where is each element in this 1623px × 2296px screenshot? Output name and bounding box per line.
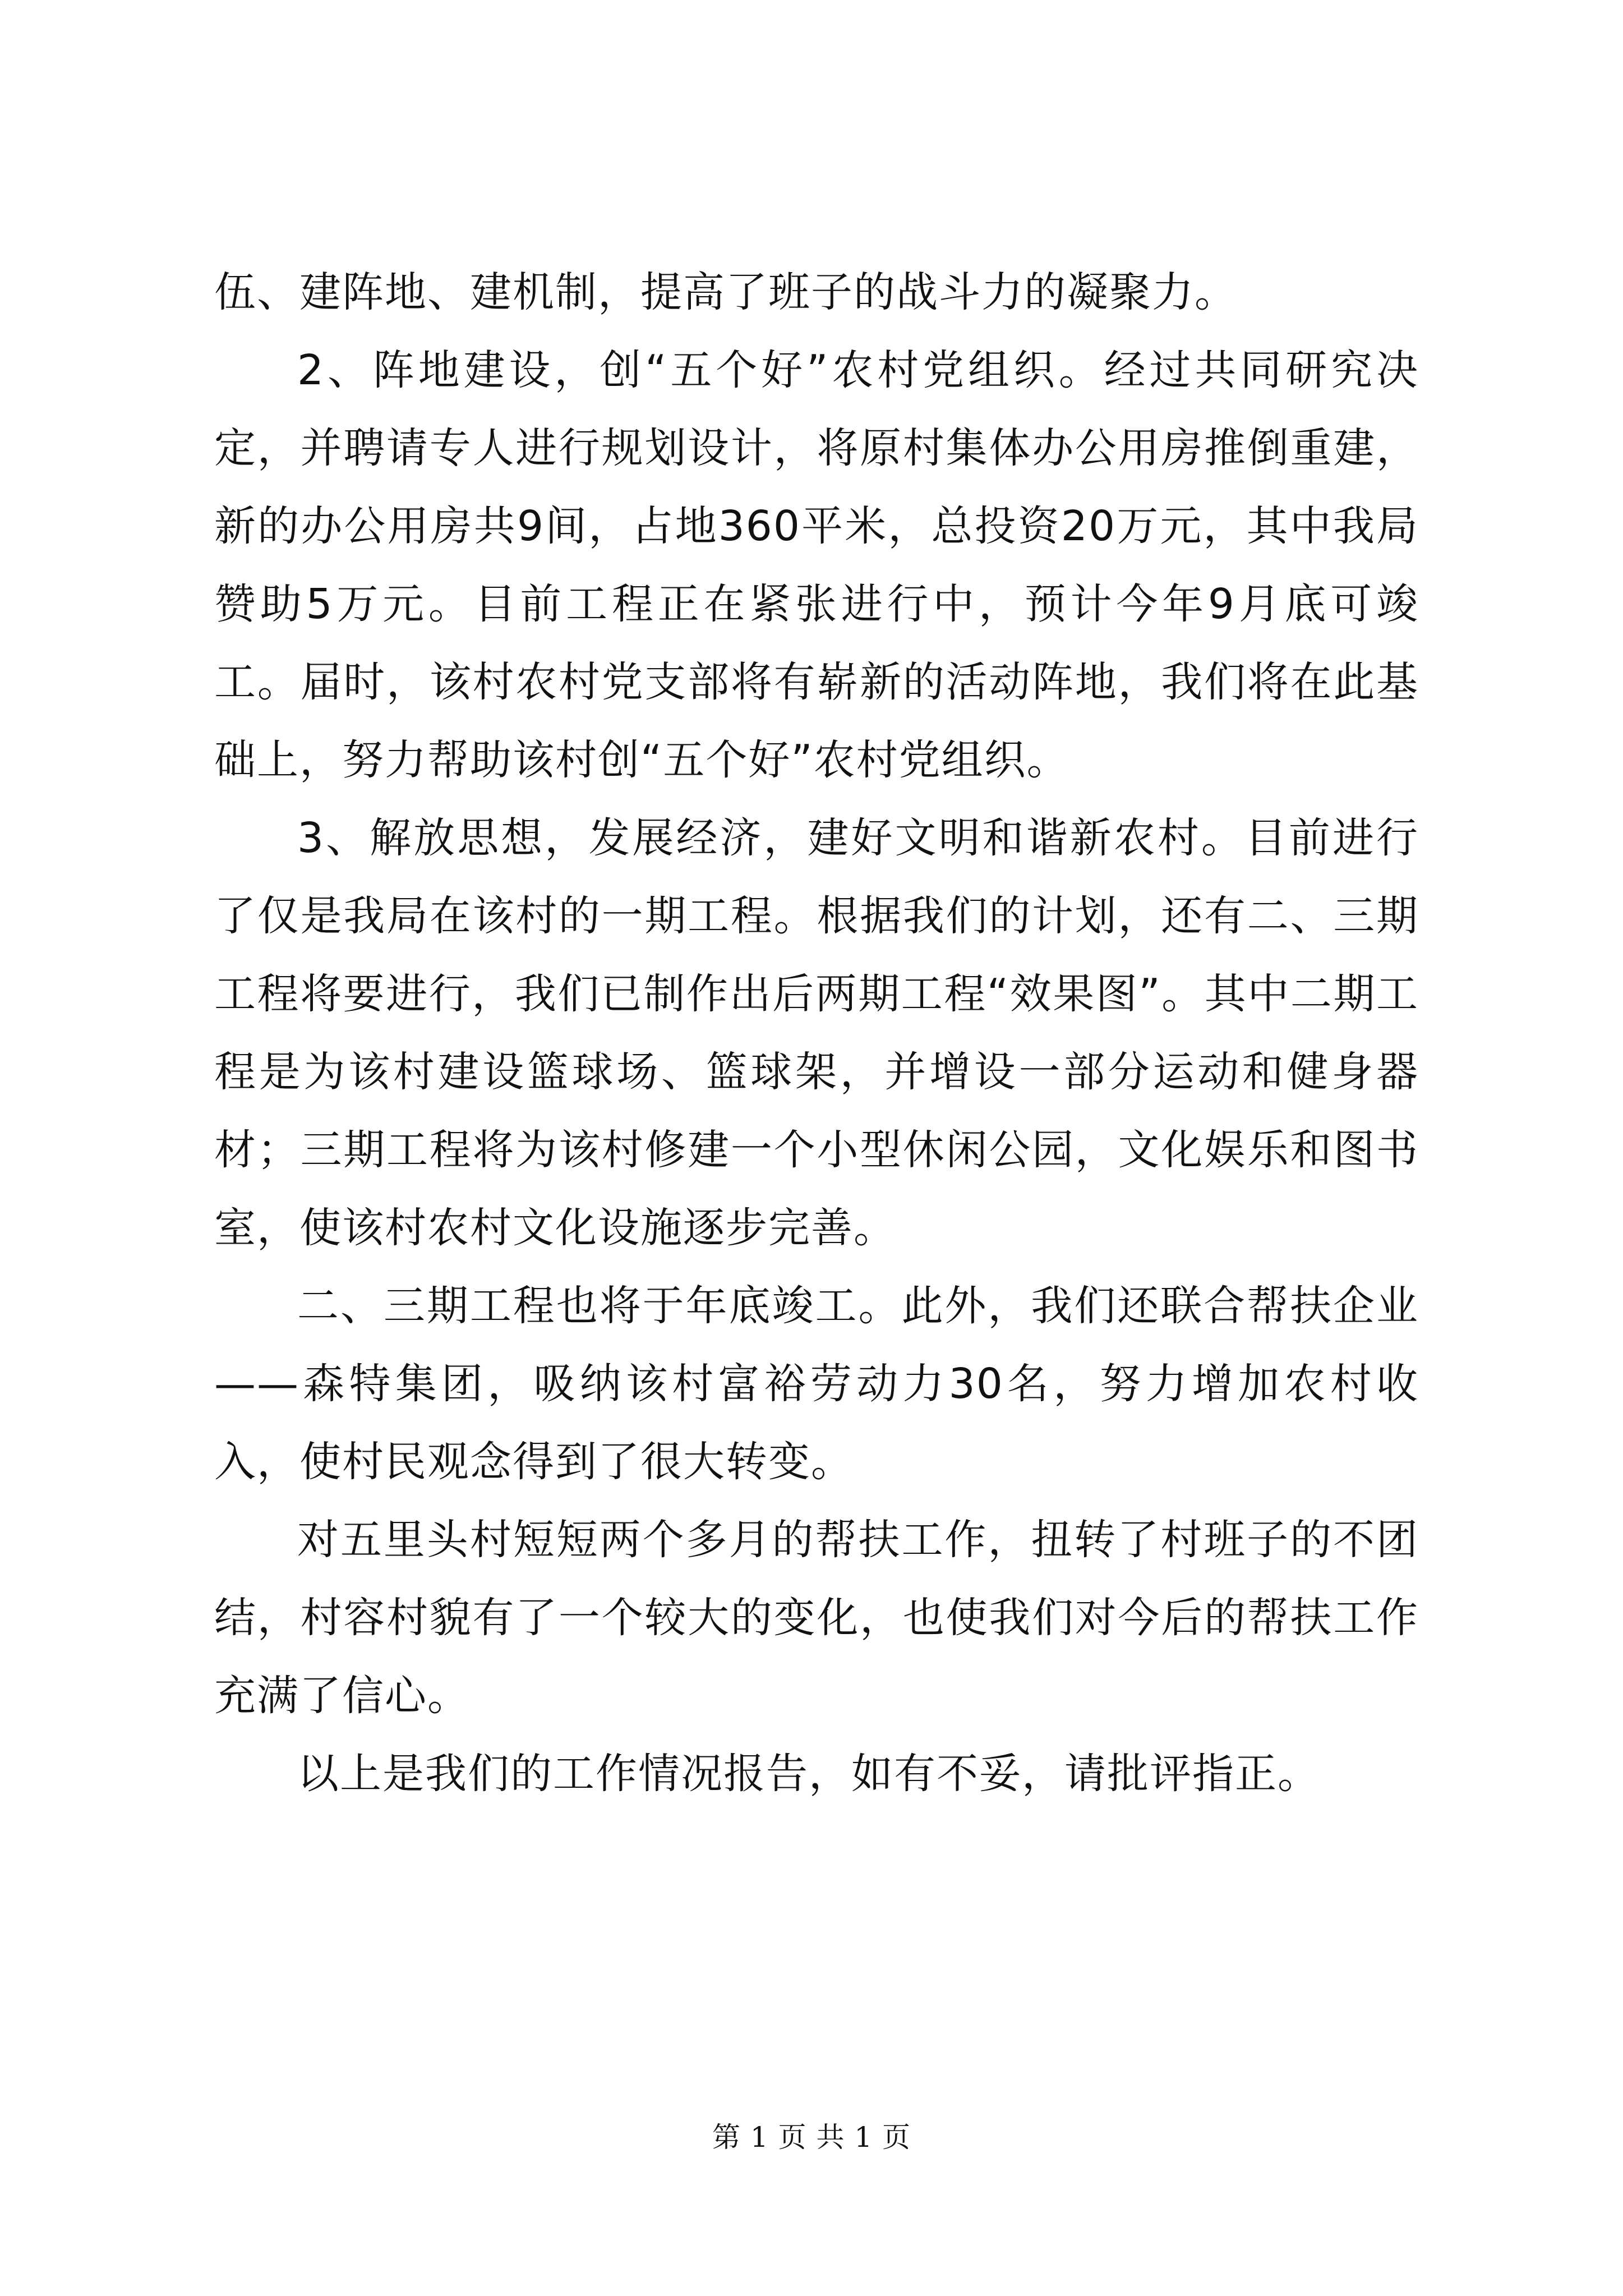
page-footer: 第 1 页 共 1 页 [712,2121,911,2154]
paragraph-closing: 以上是我们的工作情况报告，如有不妥，请批评指正。 [297,1750,1320,1798]
document-body [214,254,1419,1813]
paragraph-summary: 对五里头村短短两个多月的帮扶工作，扭转了村班子的不团结，村容村貌有了一个较大的变化，也使我们对今后的帮扶工作充满了信心。 [214,1516,1419,1720]
paragraph-project-completion: 二、三期工程也将于年底竣工。此外，我们还联合帮扶企业——森特集团，吸纳该村富裕劳动力30名，努力增加农村收入，使村民观念得到了很大转变。 [214,1282,1419,1486]
paragraph-economic-development: 3、解放思想，发展经济，建好文明和谐新农村。目前进行了仅是我局在该村的一期工程。根据我们的计划，还有二、三期工程将要进行，我们已制作出后两期工程“效果图”。其中二期工程是为该村建设篮球场、篮球架，并增设一部分运动和健身器材；三期工程将为该村修建一个小型休闲公园，文化娱乐和图书室，使该村农村文化设施逐步完善。 [214,814,1419,1252]
paragraph-continuation: 伍、建阵地、建机制，提高了班子的战斗力的凝聚力。 [214,268,1237,316]
paragraph-position-building: 2、阵地建设，创“五个好”农村党组织。经过共同研究决定，并聘请专人进行规划设计，将原村集体办公用房推倒重建，新的办公用房共9间，占地360平米，总投资20万元，其中我局赞助5万元。目前工程正在紧张进行中，预计今年9月底可竣工。届时，该村农村党支部将有崭新的活动阵地，我们将在此基础上，努力帮助该村创“五个好”农村党组织。 [214,346,1419,784]
